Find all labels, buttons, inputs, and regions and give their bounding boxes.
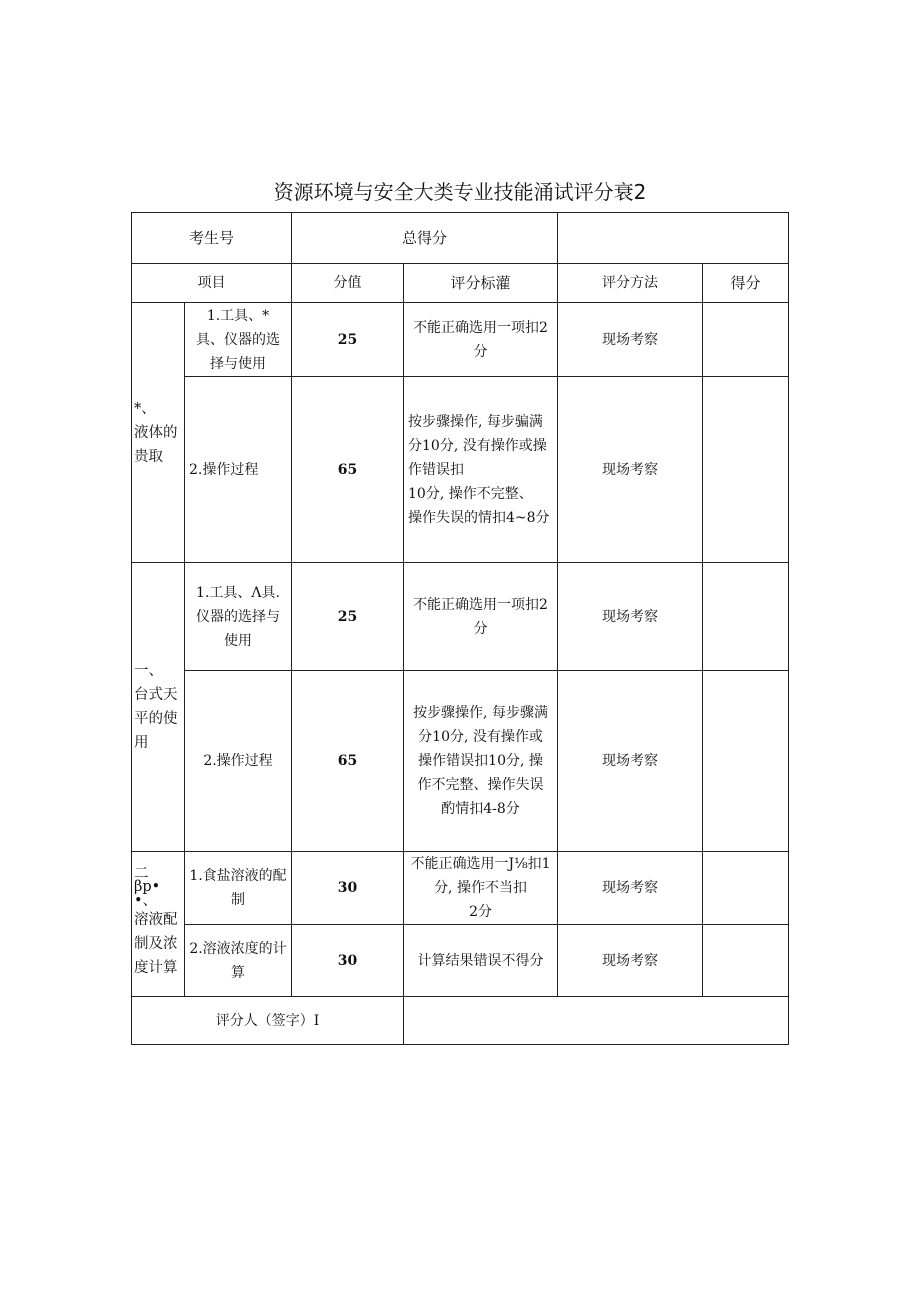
header-row [132,213,789,264]
score-cell[interactable] [703,563,789,671]
column-header-row [132,264,789,303]
col-score: 得分 [703,264,789,303]
score-cell[interactable] [703,925,789,997]
score-cell[interactable] [703,377,789,563]
col-points: 分值 [292,264,404,303]
points-cell: 65 [292,671,404,852]
col-method: 评分方法 [558,264,703,303]
grader-signature-cell[interactable] [404,997,789,1045]
table-row [132,671,789,852]
standard-cell: 不能正确选用一项扣2 分 [404,303,558,377]
method-cell: 现场考察 [558,671,703,852]
method-cell: 现场考察 [558,925,703,997]
method-cell: 现场考察 [558,303,703,377]
section-title: *、 液体的 贵取 [132,303,185,563]
score-cell[interactable] [703,671,789,852]
standard-cell: 不能正确选用一J⅛扣1 分, 操作不当扣 2分 [404,852,558,925]
section-title: 二 βp••、 溶液配 制及浓 度计算 [132,852,185,997]
table-row [132,852,789,925]
col-item: 项目 [132,264,292,303]
total-score-cell[interactable] [558,213,789,264]
points-cell: 25 [292,563,404,671]
document-title: 资源环境与安全大类专业技能涌试评分衰2 [273,180,647,204]
points-cell: 65 [292,377,404,563]
score-table [131,212,789,1045]
table-row [132,303,789,377]
footer-row [132,997,789,1045]
standard-cell: 计算结果错误不得分 [404,925,558,997]
score-cell[interactable] [703,303,789,377]
item-cell: 1.工具、* 具、仪器的选 择与使用 [185,303,292,377]
item-cell: 2.溶液浓度的计 算 [185,925,292,997]
table-row [132,925,789,997]
candidate-label: 考生号 [132,213,292,264]
table-row [132,377,789,563]
method-cell: 现场考察 [558,563,703,671]
item-cell: 1.食盐溶液的配 制 [185,852,292,925]
standard-cell: 按步骤操作, 每步骗满 分10分, 没有操作或操 作错误扣 10分, 操作不完整、 操作失误的情扣4~8分 [404,377,558,563]
score-cell[interactable] [703,852,789,925]
item-cell: 2.操作过程 [185,671,292,852]
points-cell: 25 [292,303,404,377]
points-cell: 30 [292,925,404,997]
col-standard: 评分标灌 [404,264,558,303]
section-title: 一、 台式天 平的使 用 [132,563,185,852]
item-cell: 2.操作过程 [185,377,292,563]
table-row [132,563,789,671]
points-cell: 30 [292,852,404,925]
standard-cell: 按步骤操作, 每步骤满 分10分, 没有操作或 操作错误扣10分, 操 作不完整、操作失误 酌情扣4-8分 [404,671,558,852]
item-cell: 1.工具、Λ具. 仪器的选择与 使用 [185,563,292,671]
grader-label: 评分人（签字）I [132,997,404,1045]
method-cell: 现场考察 [558,377,703,563]
standard-cell: 不能正确选用一项扣2 分 [404,563,558,671]
total-label: 总得分 [292,213,558,264]
method-cell: 现场考察 [558,852,703,925]
